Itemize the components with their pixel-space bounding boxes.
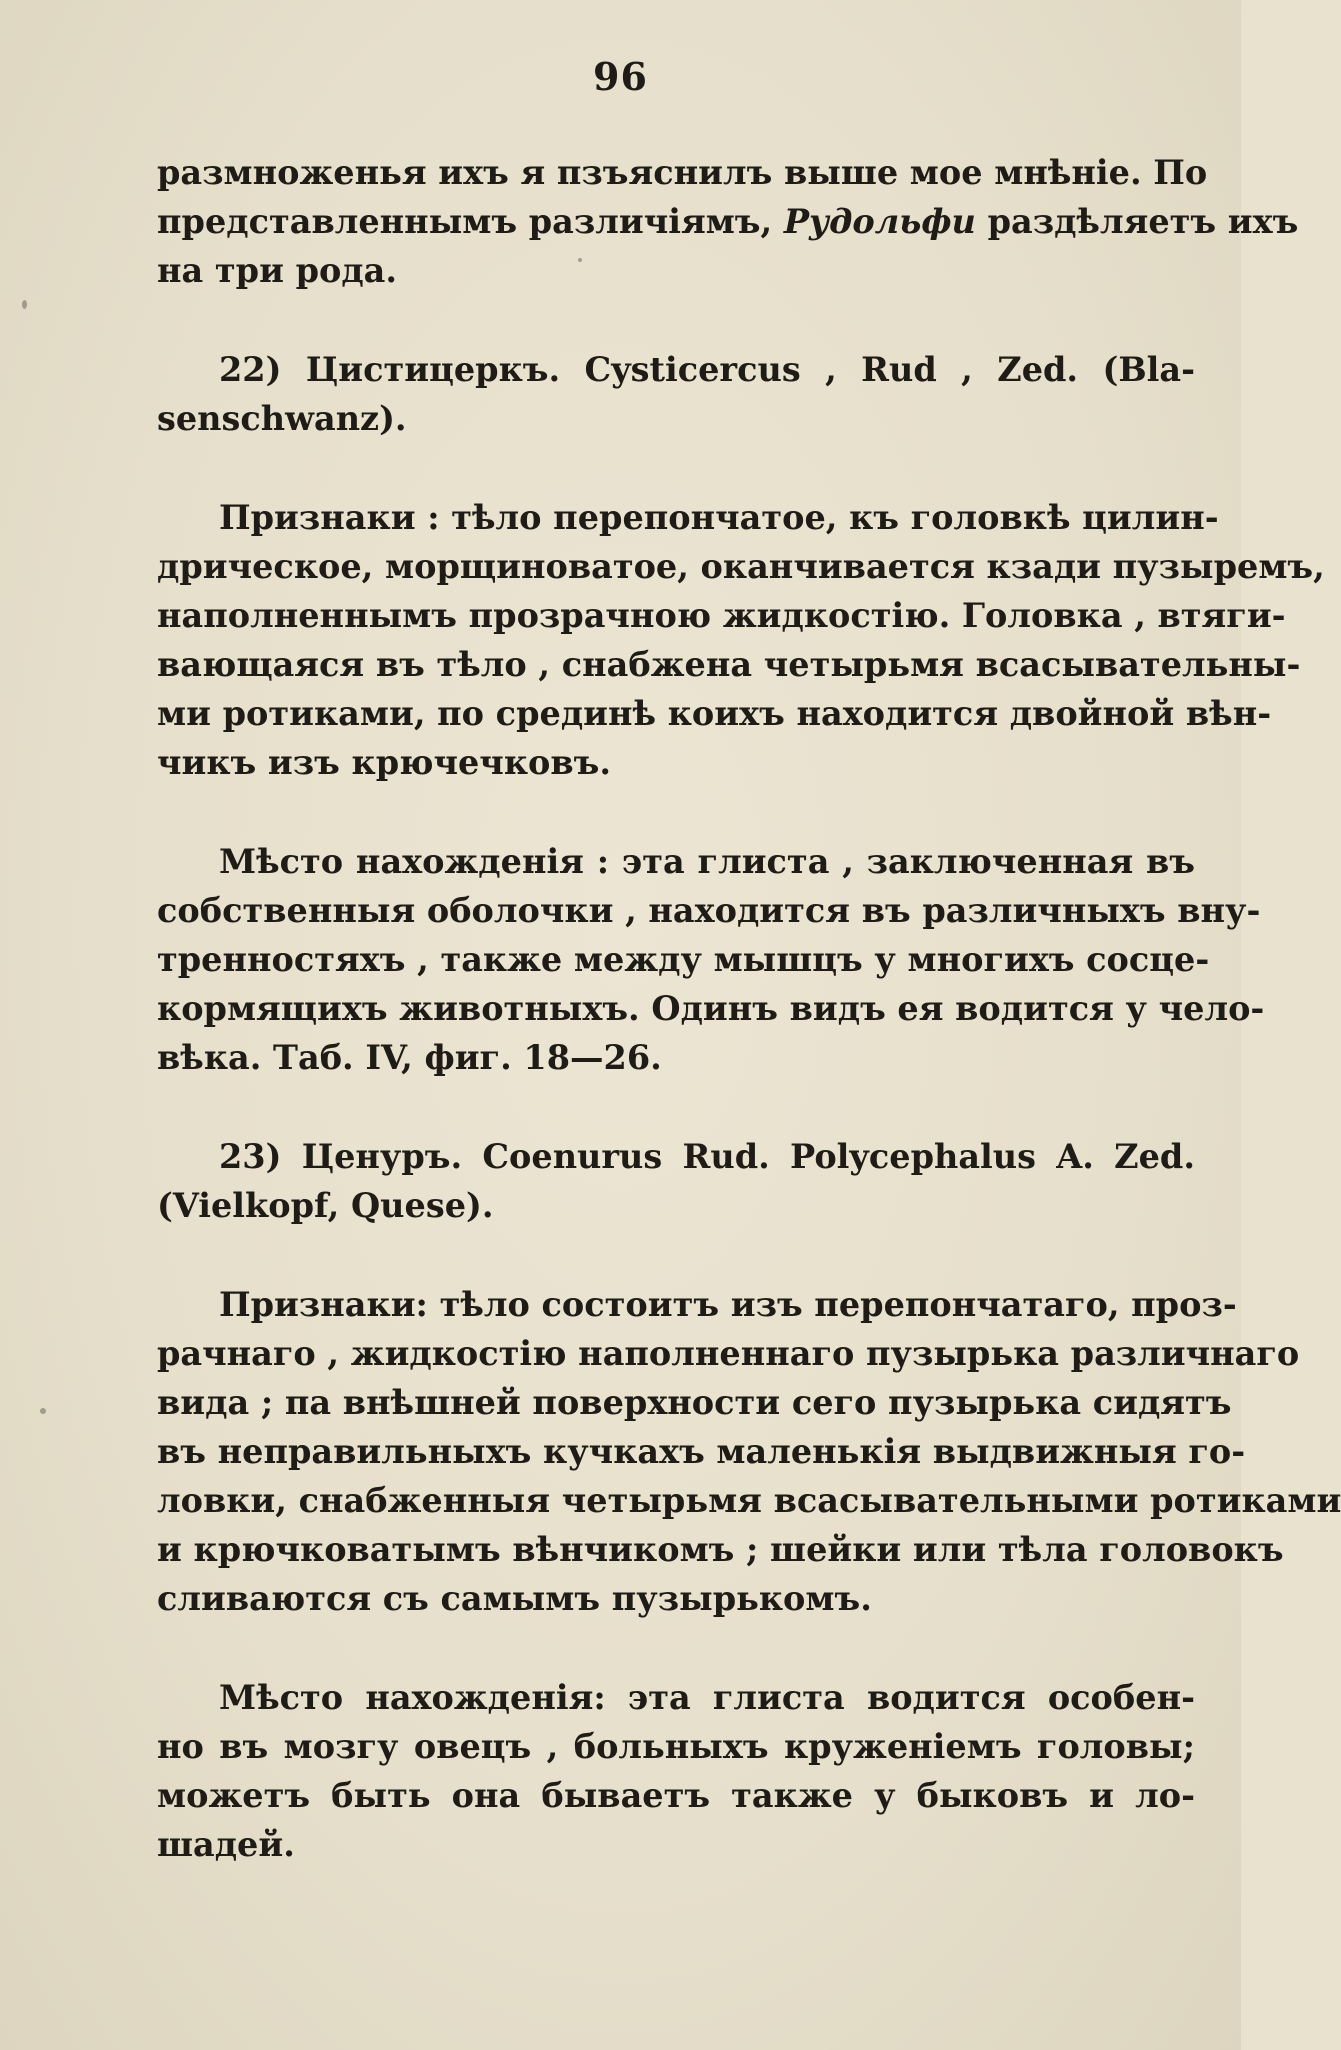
text-line: рачнаго , жидкостію наполненнаго пузырька различнаго — [157, 1334, 1300, 1373]
author-name-italic: Рудольфи — [783, 202, 976, 241]
text-line: Мѣсто нахожденія : эта глиста , заключенная въ — [219, 842, 1195, 881]
page-number: 96 — [593, 54, 648, 99]
text-line: Признаки : тѣло перепончатое, къ головкѣ цилин- — [219, 498, 1219, 537]
text-line: вѣка. Таб. IV, фиг. 18—26. — [157, 1038, 662, 1077]
paper-speck — [578, 258, 582, 262]
spacer — [157, 443, 1195, 493]
text-line: ловки, снабженныя четырьмя всасывательными ротиками — [157, 1481, 1341, 1520]
genus-22-location — [157, 837, 1265, 1082]
text-line: Признаки: тѣло состоитъ изъ перепончатаго, проз- — [219, 1285, 1237, 1324]
spacer — [157, 1623, 1195, 1673]
genus-23-heading — [157, 1132, 1195, 1230]
text-line: собственныя оболочки , находится въ различныхъ вну- — [157, 891, 1261, 930]
paper-speck — [22, 300, 27, 309]
genus-22-signs — [157, 493, 1325, 787]
text-line: но въ мозгу овецъ , больныхъ круженіемъ головы; — [157, 1727, 1195, 1766]
text-line: тренностяхъ , также между мышцъ у многихъ сосце- — [157, 940, 1210, 979]
text-line: чикъ изъ крючечковъ. — [157, 743, 612, 782]
genus-23-signs — [157, 1280, 1341, 1623]
text-line: (Vielkopf, Quese). — [157, 1186, 494, 1225]
text-line: 23) Ценуръ. Coenurus Rud. Polycephalus A. Zed. — [219, 1137, 1195, 1176]
text-line: ми ротиками, по срединѣ коихъ находится двойной вѣн- — [157, 694, 1272, 733]
text-line: кормящихъ животныхъ. Одинъ видъ ея водится у чело- — [157, 989, 1265, 1028]
genus-22-heading — [157, 345, 1195, 443]
spacer — [157, 1230, 1195, 1280]
text-line: вающаяся въ тѣло , снабжена четырьмя всасывательны- — [157, 645, 1301, 684]
text-line: наполненнымъ прозрачною жидкостію. Головка , втяги- — [157, 596, 1286, 635]
text-line: въ неправильныхъ кучкахъ маленькія выдвижныя го- — [157, 1432, 1246, 1471]
text-line: Мѣсто нахожденія: эта глиста водится особен- — [219, 1678, 1195, 1717]
spacer — [157, 295, 1195, 345]
genus-23-location — [157, 1673, 1195, 1869]
text-span: представленнымъ различіямъ, — [157, 202, 773, 241]
text-line: шадей. — [157, 1825, 295, 1864]
text-line: размноженья ихъ я пзъяснилъ выше мое мнѣніе. По — [157, 153, 1208, 192]
spacer — [157, 1082, 1195, 1132]
paragraph-intro — [157, 148, 1299, 295]
text-span: раздѣляетъ ихъ — [987, 202, 1299, 241]
text-line: на три рода. — [157, 251, 398, 290]
text-line: senschwanz). — [157, 399, 407, 438]
spacer — [157, 787, 1195, 837]
text-line: 22) Цистицеркъ. Cysticercus , Rud , Zed. (Bla- — [219, 350, 1195, 389]
text-line: вида ; па внѣшней поверхности сего пузырька сидятъ — [157, 1383, 1232, 1422]
page-body — [157, 148, 1341, 1869]
text-line — [157, 197, 1299, 246]
paper-speck — [40, 1408, 46, 1414]
text-line: дрическое, морщиноватое, оканчивается кзади пузыремъ, — [157, 547, 1325, 586]
text-line: и крючковатымъ вѣнчикомъ ; шейки или тѣла головокъ — [157, 1530, 1284, 1569]
text-line: сливаются съ самымъ пузырькомъ. — [157, 1579, 872, 1618]
text-line: можетъ быть она бываетъ также у быковъ и ло- — [157, 1776, 1195, 1815]
